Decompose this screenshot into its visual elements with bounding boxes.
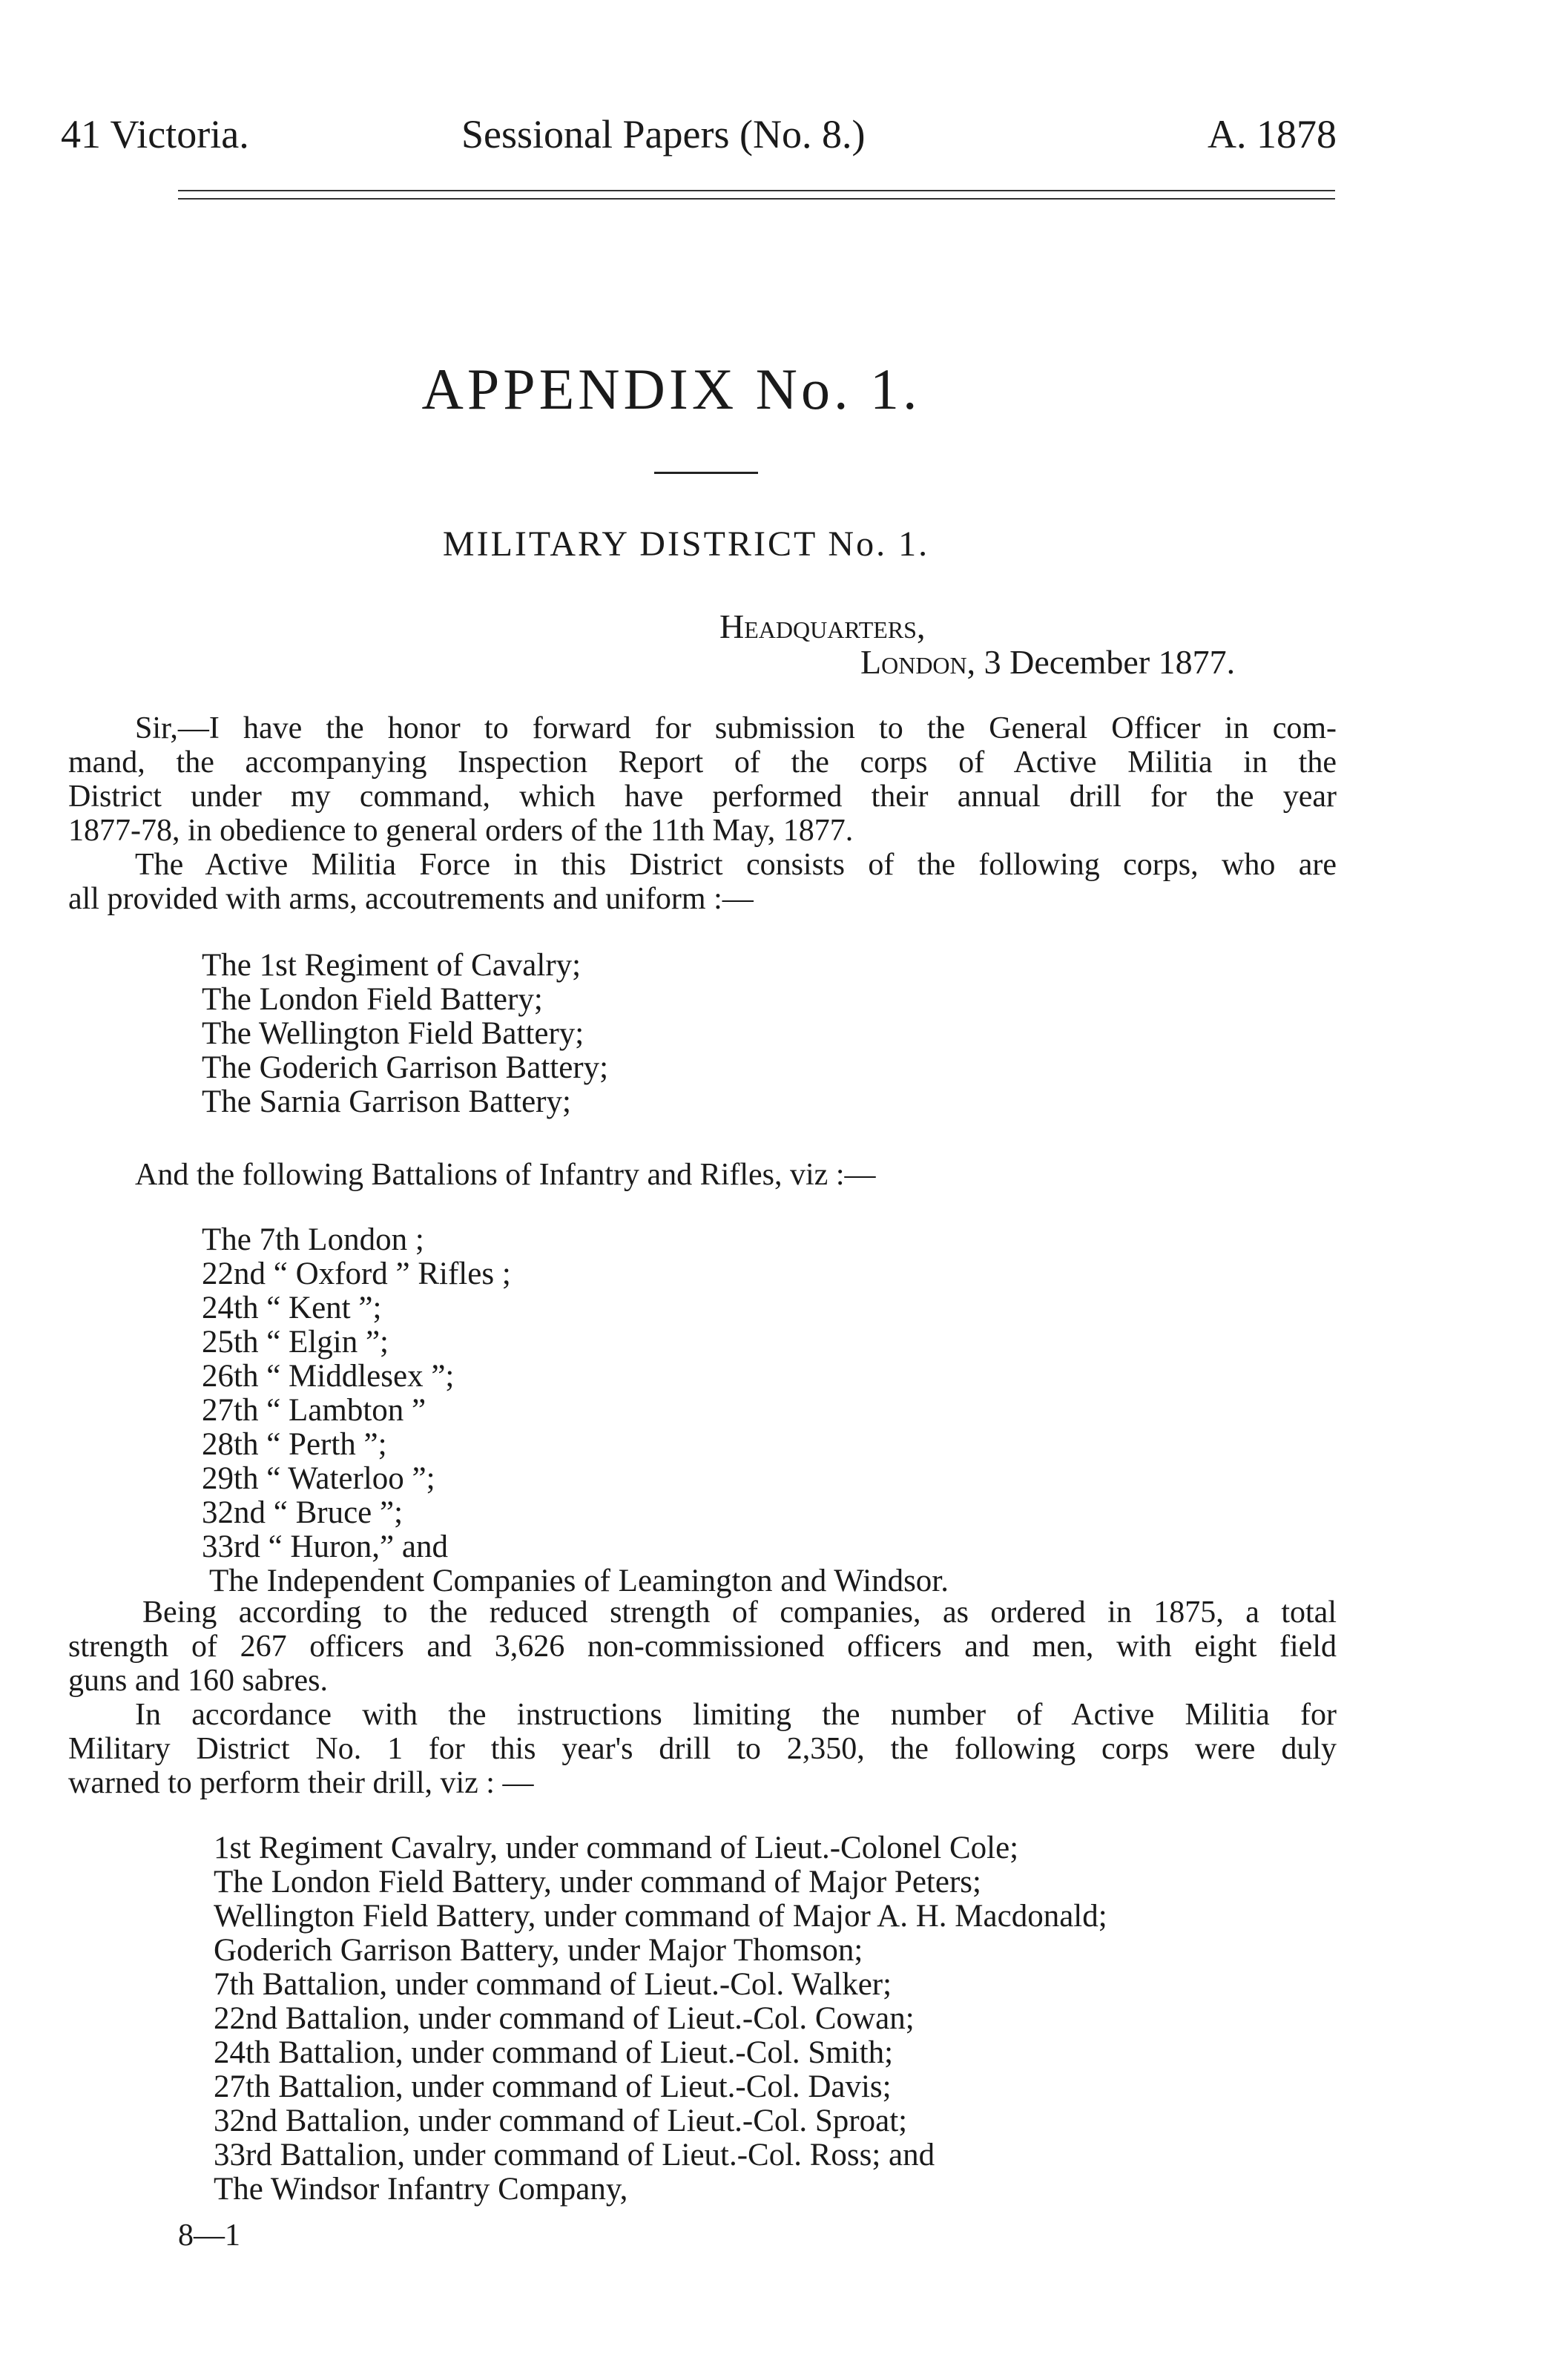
battalion-list-item: The 7th London ;	[202, 1222, 424, 1257]
battalion-list-item: 26th “ Middlesex ”;	[202, 1359, 455, 1394]
dateline-place: London,	[860, 643, 976, 681]
headquarters-line: Headquarters,	[719, 607, 926, 645]
running-head-series: Sessional Papers (No. 8.)	[461, 112, 866, 157]
battalion-list-item: 27th “ Lambton ”	[202, 1393, 426, 1428]
running-head	[61, 111, 1337, 163]
battalion-list-item: 33rd “ Huron,” and	[202, 1529, 448, 1564]
dateline-date: 3 December 1877.	[984, 643, 1236, 681]
warned-list-item: The Windsor Infantry Company,	[214, 2172, 628, 2207]
warned-list-item: 27th Battalion, under command of Lieut.-Col. Davis;	[214, 2069, 892, 2104]
warned-list-item: 1st Regiment Cavalry, under command of Lieut.-Colonel Cole;	[214, 1831, 1019, 1865]
warned-list-item: Wellington Field Battery, under command of Major A. H. Macdonald;	[214, 1899, 1107, 1934]
warned-list-item: The London Field Battery, under command of Major Peters;	[214, 1865, 981, 1900]
paragraph-line: warned to perform their drill, viz : —	[68, 1766, 534, 1800]
title-rule	[654, 472, 758, 474]
battalion-list-item: The Independent Companies of Leamington and Windsor.	[209, 1564, 949, 1598]
corps-list-item: The London Field Battery;	[202, 982, 543, 1017]
warned-list-item: 22nd Battalion, under command of Lieut.-Col. Cowan;	[214, 2001, 915, 2036]
paragraph-line: Military District No. 1 for this year's drill to 2,350, the following corps were duly	[68, 1732, 1337, 1766]
warned-list-item: Goderich Garrison Battery, under Major Thomson;	[214, 1933, 863, 1968]
page-folio: 8—1	[178, 2218, 240, 2253]
paragraph-line: all provided with arms, accoutrements and uniform :—	[68, 882, 754, 916]
warned-list-item: 7th Battalion, under command of Lieut.-Col. Walker;	[214, 1967, 892, 2002]
paragraph-line: In accordance with the instructions limiting the number of Active Militia for	[135, 1698, 1337, 1732]
district-heading: MILITARY DISTRICT No. 1.	[442, 524, 930, 564]
battalion-list-item: 24th “ Kent ”;	[202, 1291, 382, 1325]
appendix-title: APPENDIX No. 1.	[421, 357, 921, 421]
corps-list-item: The 1st Regiment of Cavalry;	[202, 948, 582, 983]
header-double-rule	[178, 190, 1335, 200]
paragraph-line: Being according to the reduced strength of companies, as ordered in 1875, a total	[142, 1595, 1337, 1630]
paragraph-line: Sir,—I have the honor to forward for submission to the General Officer in com-	[135, 711, 1337, 745]
paragraph-line: strength of 267 officers and 3,626 non-commissioned officers and men, with eight field	[68, 1630, 1337, 1664]
battalion-list-item: 29th “ Waterloo ”;	[202, 1461, 435, 1496]
battalions-intro: And the following Battalions of Infantry and Rifles, viz :—	[135, 1158, 876, 1192]
corps-list-item: The Goderich Garrison Battery;	[202, 1050, 609, 1085]
running-head-year: A. 1878	[1208, 112, 1337, 157]
battalion-list-item: 25th “ Elgin ”;	[202, 1325, 389, 1360]
paragraph-line: District under my command, which have performed their annual drill for the year	[68, 780, 1337, 814]
paragraph-line: mand, the accompanying Inspection Report of the corps of Active Militia in the	[68, 745, 1337, 780]
running-head-volume: 41 Victoria.	[61, 112, 249, 157]
corps-list-item: The Wellington Field Battery;	[202, 1016, 584, 1051]
battalion-list-item: 28th “ Perth ”;	[202, 1427, 387, 1462]
dateline	[860, 642, 1235, 682]
battalion-list-item: 22nd “ Oxford ” Rifles ;	[202, 1256, 511, 1291]
warned-list-item: 24th Battalion, under command of Lieut.-Col. Smith;	[214, 2035, 894, 2070]
paragraph-line: guns and 160 sabres.	[68, 1664, 328, 1698]
battalion-list-item: 32nd “ Bruce ”;	[202, 1495, 403, 1530]
paragraph-line: 1877-78, in obedience to general orders of the 11th May, 1877.	[68, 814, 854, 848]
warned-list-item: 33rd Battalion, under command of Lieut.-Col. Ross; and	[214, 2138, 935, 2172]
warned-list-item: 32nd Battalion, under command of Lieut.-Col. Sproat;	[214, 2103, 908, 2138]
paragraph-line: The Active Militia Force in this District consists of the following corps, who are	[135, 848, 1337, 882]
corps-list-item: The Sarnia Garrison Battery;	[202, 1084, 571, 1119]
